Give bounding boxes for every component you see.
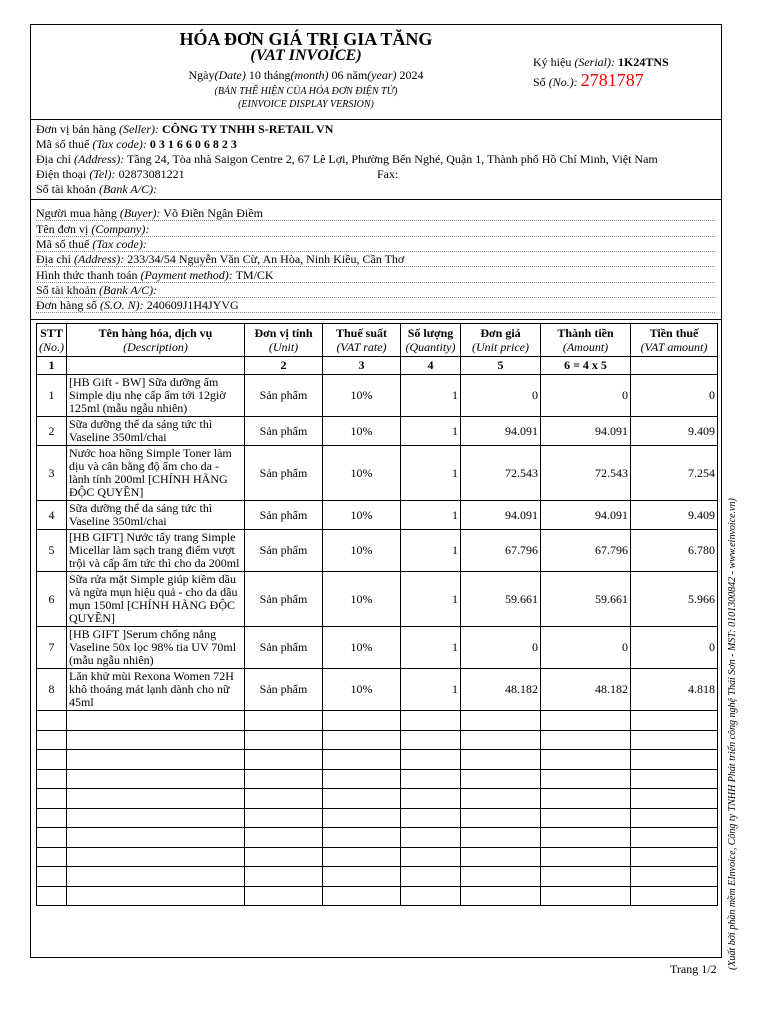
buyer-address-line: [36, 252, 715, 267]
so-number: 240609J1H4JYVG: [146, 298, 239, 312]
empty-row: [37, 886, 718, 906]
column-index: 2: [245, 357, 323, 375]
page-number: Trang 1/2: [670, 962, 717, 976]
empty-cell: [461, 808, 541, 828]
empty-cell: [67, 828, 245, 848]
cell-no: 3: [37, 446, 67, 501]
cell-qty: 1: [401, 417, 461, 446]
column-index: 1: [37, 357, 67, 375]
cell-unit: Sản phẩm: [245, 446, 323, 501]
serial-value: 1K24TNS: [617, 55, 669, 69]
column-header-label: STT: [40, 326, 63, 340]
cell-unit: Sản phẩm: [245, 572, 323, 627]
column-header: [631, 324, 718, 357]
empty-cell: [401, 769, 461, 789]
empty-cell: [401, 730, 461, 750]
table-index-row: [37, 357, 718, 375]
display-version-vi: (BẢN THỂ HIỆN CỦA HÓA ĐƠN ĐIỆN TỬ): [214, 86, 398, 97]
empty-cell: [541, 769, 631, 789]
buyer-address-label: Địa chỉ: [36, 252, 71, 266]
empty-cell: [67, 867, 245, 887]
empty-cell: [323, 828, 401, 848]
empty-cell: [323, 730, 401, 750]
cell-rate: 10%: [323, 417, 401, 446]
empty-cell: [541, 711, 631, 731]
empty-cell: [541, 750, 631, 770]
buyer-name: Võ Điền Ngân Điềm: [163, 206, 263, 220]
empty-row: [37, 847, 718, 867]
empty-cell: [461, 828, 541, 848]
table-row: [37, 627, 718, 669]
payment-method: TM/CK: [235, 268, 274, 282]
seller-tel-label-en: (Tel):: [89, 167, 116, 181]
column-header-label-en: (Description): [123, 340, 188, 354]
empty-cell: [67, 847, 245, 867]
empty-cell: [323, 886, 401, 906]
cell-vat: 4.818: [631, 669, 718, 711]
empty-cell: [541, 730, 631, 750]
cell-price: 59.661: [461, 572, 541, 627]
table-header-row: [37, 324, 718, 357]
seller-bank-label-en: (Bank A/C):: [99, 182, 158, 196]
column-header-label: Số lượng: [407, 326, 454, 340]
empty-row: [37, 769, 718, 789]
empty-cell: [401, 750, 461, 770]
cell-amount: 94.091: [541, 501, 631, 530]
cell-vat: 9.409: [631, 501, 718, 530]
column-header-label: Thành tiền: [557, 326, 614, 340]
table-row: [37, 375, 718, 417]
buyer-tax-label-en: (Tax code):: [92, 237, 147, 251]
column-index: [67, 357, 245, 375]
cell-rate: 10%: [323, 669, 401, 711]
year-label: năm: [346, 68, 368, 82]
seller-address-line: [36, 152, 658, 167]
empty-cell: [541, 867, 631, 887]
buyer-tax-label: Mã số thuế: [36, 237, 90, 251]
empty-cell: [37, 828, 67, 848]
column-header: [461, 324, 541, 357]
cell-qty: 1: [401, 627, 461, 669]
column-header-label: Tiền thuế: [649, 326, 699, 340]
date-month: 06: [331, 68, 344, 82]
cell-price: 0: [461, 375, 541, 417]
empty-cell: [401, 789, 461, 809]
empty-cell: [67, 886, 245, 906]
cell-amount: 0: [541, 375, 631, 417]
cell-desc: [HB GIFT ]Serum chống nắng Vaseline 50x lọc 98% tia UV 70ml (mẫu ngẫu nhiên): [67, 627, 245, 669]
empty-cell: [461, 847, 541, 867]
empty-cell: [541, 789, 631, 809]
number-label: Số: [533, 75, 546, 89]
year-label-en: (year): [367, 68, 397, 82]
empty-cell: [461, 730, 541, 750]
seller-tel-label: Điện thoại: [36, 167, 87, 181]
empty-cell: [323, 808, 401, 828]
empty-cell: [67, 750, 245, 770]
buyer-label: Người mua hàng: [36, 206, 117, 220]
empty-cell: [631, 828, 718, 848]
empty-cell: [37, 867, 67, 887]
cell-desc: Nước hoa hồng Simple Toner làm dịu và cân bằng độ ẩm cho da - lành tính 200ml [CHÍNH HÃNG ĐỘC QUYỀN]: [67, 446, 245, 501]
cell-qty: 1: [401, 572, 461, 627]
column-header-label-en: (Unit price): [472, 340, 529, 354]
empty-cell: [461, 867, 541, 887]
date-label: Ngày: [188, 68, 215, 82]
column-index: 4: [401, 357, 461, 375]
cell-price: 67.796: [461, 530, 541, 572]
seller-fax-label: Fax:: [377, 167, 399, 181]
empty-row: [37, 867, 718, 887]
buyer-address: 233/34/54 Nguyễn Văn Cừ, An Hòa, Ninh Kiều, Cần Thơ: [127, 252, 405, 266]
column-header-label: Đơn vị tính: [254, 326, 313, 340]
buyer-address-label-en: (Address):: [74, 252, 125, 266]
column-header: [67, 324, 245, 357]
column-header: [245, 324, 323, 357]
column-header-label-en: (Unit): [268, 340, 299, 354]
empty-cell: [631, 769, 718, 789]
cell-unit: Sản phẩm: [245, 627, 323, 669]
column-header-label-en: (No.): [39, 340, 64, 354]
empty-cell: [245, 828, 323, 848]
invoice-number: 2781787: [580, 70, 644, 90]
cell-unit: Sản phẩm: [245, 417, 323, 446]
empty-cell: [67, 808, 245, 828]
column-index: 6 = 4 x 5: [541, 357, 631, 375]
cell-rate: 10%: [323, 375, 401, 417]
cell-price: 72.543: [461, 446, 541, 501]
date-year: 2024: [399, 68, 424, 82]
empty-cell: [245, 789, 323, 809]
empty-cell: [323, 711, 401, 731]
number-label-en: (No.):: [548, 75, 578, 89]
cell-vat: 6.780: [631, 530, 718, 572]
buyer-bank-label: Số tài khoản: [36, 283, 96, 297]
buyer-name-line: [36, 206, 715, 221]
seller-name: CÔNG TY TNHH S-RETAIL VN: [161, 122, 334, 136]
payment-label: Hình thức thanh toán: [36, 268, 138, 282]
cell-no: 8: [37, 669, 67, 711]
cell-amount: 0: [541, 627, 631, 669]
empty-cell: [245, 867, 323, 887]
empty-cell: [401, 828, 461, 848]
empty-cell: [37, 769, 67, 789]
buyer-payment-line: [36, 268, 715, 283]
empty-row: [37, 711, 718, 731]
cell-price: 94.091: [461, 501, 541, 530]
cell-amount: 94.091: [541, 417, 631, 446]
empty-cell: [401, 847, 461, 867]
table-row: [37, 572, 718, 627]
cell-vat: 5.966: [631, 572, 718, 627]
cell-unit: Sản phẩm: [245, 669, 323, 711]
cell-desc: Lăn khử mùi Rexona Women 72H khô thoáng mát lạnh dành cho nữ 45ml: [67, 669, 245, 711]
column-header-label: Đơn giá: [480, 326, 521, 340]
seller-label: Đơn vị bán hàng: [36, 122, 116, 136]
seller-address-label: Địa chỉ: [36, 152, 71, 166]
cell-unit: Sản phẩm: [245, 530, 323, 572]
seller-label-en: (Seller):: [119, 122, 159, 136]
cell-rate: 10%: [323, 572, 401, 627]
table-row: [37, 446, 718, 501]
invoice-number-line: [533, 70, 644, 91]
cell-no: 1: [37, 375, 67, 417]
empty-cell: [323, 789, 401, 809]
items-table: [36, 323, 718, 906]
cell-qty: 1: [401, 446, 461, 501]
cell-no: 2: [37, 417, 67, 446]
column-header-label-en: (Quantity): [405, 340, 456, 354]
seller-bank-label: Số tài khoản: [36, 182, 96, 196]
so-label-en: (S.O. N):: [100, 298, 144, 312]
empty-cell: [323, 750, 401, 770]
empty-cell: [67, 730, 245, 750]
cell-rate: 10%: [323, 501, 401, 530]
empty-cell: [323, 867, 401, 887]
cell-qty: 1: [401, 375, 461, 417]
column-index: [631, 357, 718, 375]
seller-tel-line: [36, 167, 185, 182]
empty-cell: [631, 789, 718, 809]
invoice-date: [31, 68, 581, 83]
buyer-tax-line: [36, 237, 715, 252]
empty-cell: [67, 789, 245, 809]
empty-cell: [541, 847, 631, 867]
empty-cell: [631, 867, 718, 887]
empty-cell: [631, 847, 718, 867]
cell-desc: [HB Gift - BW] Sữa dưỡng ẩm Simple dịu nhẹ cấp ẩm tới 12giờ 125ml (mẫu ngẫu nhiên): [67, 375, 245, 417]
empty-cell: [541, 886, 631, 906]
seller-tax-code: 0 3 1 6 6 0 6 8 2 3: [149, 137, 237, 151]
column-header: [541, 324, 631, 357]
empty-cell: [37, 847, 67, 867]
cell-no: 5: [37, 530, 67, 572]
empty-cell: [67, 711, 245, 731]
cell-price: 48.182: [461, 669, 541, 711]
cell-no: 7: [37, 627, 67, 669]
cell-desc: Sữa dưỡng thể da sáng tức thì Vaseline 350ml/chai: [67, 417, 245, 446]
empty-cell: [37, 808, 67, 828]
table-row: [37, 530, 718, 572]
buyer-company-label-en: (Company):: [91, 222, 150, 236]
seller-address-label-en: (Address):: [74, 152, 125, 166]
buyer-bank-line: [36, 283, 715, 298]
empty-cell: [37, 711, 67, 731]
empty-cell: [541, 808, 631, 828]
empty-row: [37, 730, 718, 750]
display-version-en: (EINVOICE DISPLAY VERSION): [238, 99, 374, 110]
cell-amount: 67.796: [541, 530, 631, 572]
serial-label-en: (Serial):: [574, 55, 615, 69]
empty-cell: [245, 886, 323, 906]
empty-cell: [37, 730, 67, 750]
empty-cell: [461, 789, 541, 809]
empty-cell: [631, 711, 718, 731]
month-label-en: (month): [290, 68, 329, 82]
empty-cell: [401, 711, 461, 731]
column-header-label-en: (VAT amount): [640, 340, 708, 354]
cell-price: 94.091: [461, 417, 541, 446]
empty-cell: [401, 867, 461, 887]
empty-cell: [67, 769, 245, 789]
seller-tax-label-en: (Tax code):: [92, 137, 147, 151]
empty-cell: [461, 886, 541, 906]
cell-no: 6: [37, 572, 67, 627]
empty-row: [37, 808, 718, 828]
cell-amount: 48.182: [541, 669, 631, 711]
seller-tel: 02873081221: [118, 167, 185, 181]
empty-cell: [245, 711, 323, 731]
month-label: tháng: [263, 68, 291, 82]
empty-cell: [37, 886, 67, 906]
payment-label-en: (Payment method):: [140, 268, 233, 282]
column-header: [37, 324, 67, 357]
cell-desc: [HB GIFT] Nước tẩy trang Simple Micellar làm sạch trang điểm vượt trội và cấp ẩm tức thì cho da 200ml: [67, 530, 245, 572]
seller-address: Tầng 24, Tòa nhà Saigon Centre 2, 67 Lê Lợi, Phường Bến Nghé, Quận 1, Thành phố Hồ Chí Minh, Việt Nam: [127, 152, 658, 166]
empty-cell: [461, 750, 541, 770]
empty-row: [37, 789, 718, 809]
column-index: 5: [461, 357, 541, 375]
empty-cell: [245, 750, 323, 770]
column-header-label: Thuế suất: [335, 326, 388, 340]
buyer-bank-label-en: (Bank A/C):: [99, 283, 158, 297]
buyer-section: [31, 199, 721, 320]
seller-tax-line: [36, 137, 237, 152]
serial-label: Ký hiệu: [533, 55, 572, 69]
invoice-title: HÓA ĐƠN GIÁ TRỊ GIA TĂNG: [179, 29, 433, 49]
date-label-en: (Date): [214, 68, 246, 82]
cell-unit: Sản phẩm: [245, 501, 323, 530]
cell-price: 0: [461, 627, 541, 669]
column-header-label-en: (VAT rate): [336, 340, 387, 354]
cell-rate: 10%: [323, 530, 401, 572]
table-row: [37, 417, 718, 446]
cell-vat: 0: [631, 627, 718, 669]
empty-cell: [631, 808, 718, 828]
cell-vat: 7.254: [631, 446, 718, 501]
table-row: [37, 501, 718, 530]
empty-cell: [631, 886, 718, 906]
empty-cell: [245, 808, 323, 828]
cell-amount: 72.543: [541, 446, 631, 501]
column-index: 3: [323, 357, 401, 375]
cell-vat: 0: [631, 375, 718, 417]
column-header-label: Tên hàng hóa, dịch vụ: [98, 326, 213, 340]
empty-row: [37, 828, 718, 848]
empty-cell: [245, 769, 323, 789]
empty-cell: [631, 750, 718, 770]
invoice-header: [31, 25, 721, 120]
serial-line: [533, 55, 669, 70]
cell-no: 4: [37, 501, 67, 530]
table-row: [37, 669, 718, 711]
empty-cell: [541, 828, 631, 848]
seller-bank-line: [36, 182, 157, 197]
empty-cell: [37, 789, 67, 809]
column-header-label-en: (Amount): [562, 340, 609, 354]
so-label: Đơn hàng số: [36, 298, 98, 312]
buyer-label-en: (Buyer):: [119, 206, 161, 220]
buyer-company-label: Tên đơn vị: [36, 222, 89, 236]
buyer-so-line: [36, 298, 715, 313]
invoice-frame: [30, 24, 722, 958]
empty-cell: [631, 730, 718, 750]
cell-amount: 59.661: [541, 572, 631, 627]
empty-cell: [245, 847, 323, 867]
cell-qty: 1: [401, 501, 461, 530]
invoice-subtitle: (VAT INVOICE): [250, 47, 362, 64]
cell-desc: Sữa rửa mặt Simple giúp kiềm dầu và ngừa mụn hiệu quả - cho da dầu mụn 150ml [CHÍNH HÃNG ĐỘC QUYỀN]: [67, 572, 245, 627]
empty-cell: [401, 886, 461, 906]
empty-cell: [401, 808, 461, 828]
seller-name-line: [36, 122, 333, 137]
cell-rate: 10%: [323, 446, 401, 501]
empty-row: [37, 750, 718, 770]
empty-cell: [323, 847, 401, 867]
seller-tax-label: Mã số thuế: [36, 137, 90, 151]
software-credit: (Xuất bởi phần mềm EInvoice, Công ty TNHH Phát triển công nghệ Thái Sơn - MST: 0101300842 - www.einvoice.vn): [727, 498, 738, 970]
empty-cell: [461, 769, 541, 789]
buyer-company-line: [36, 222, 715, 237]
cell-qty: 1: [401, 669, 461, 711]
empty-cell: [461, 711, 541, 731]
empty-cell: [37, 750, 67, 770]
seller-section: [31, 119, 721, 200]
empty-cell: [245, 730, 323, 750]
column-header: [401, 324, 461, 357]
column-header: [323, 324, 401, 357]
date-day: 10: [248, 68, 261, 82]
empty-cell: [323, 769, 401, 789]
cell-rate: 10%: [323, 627, 401, 669]
cell-unit: Sản phẩm: [245, 375, 323, 417]
cell-qty: 1: [401, 530, 461, 572]
cell-vat: 9.409: [631, 417, 718, 446]
cell-desc: Sữa dưỡng thể da sáng tức thì Vaseline 350ml/chai: [67, 501, 245, 530]
